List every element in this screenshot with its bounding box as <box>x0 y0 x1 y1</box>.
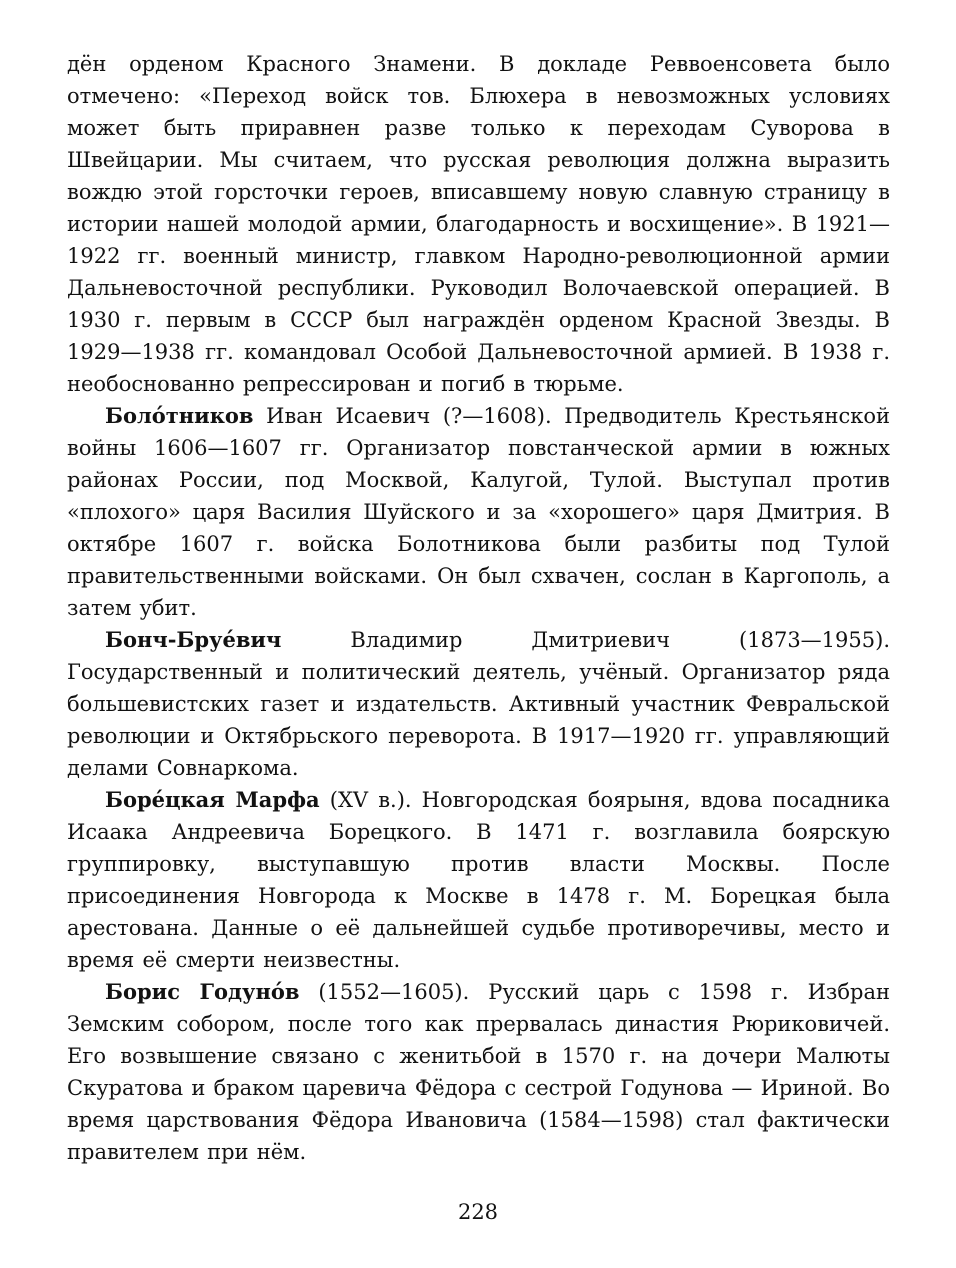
page-number: 228 <box>457 1200 499 1224</box>
entry-bonch-bruevich <box>67 624 890 784</box>
entry-text: (1552—1605). Русский царь с 1598 г. Избран Земским собором, после того как прервалась династия Рюриковичей. Его возвышение связано с женитьбой в 1570 г. на дочери Малюты Скуратова и браком царевича Фёдора с сестрой Годунова — Ириной. Во время царствования Фёдора Ивановича (1584—1598) стал фактически правителем при нём. <box>67 980 890 1164</box>
entry-text: дён орденом Красного Знамени. В докладе Реввоенсовета было отмечено: «Переход войск тов. Блюхера в невозможных условиях может быть приравнен разве только к переходам Суворова в Швейцарии. Мы считаем, что русская революция должна выразить вождю этой горсточки героев, вписавшему новую славную страницу в истории нашей молодой армии, благодарность и восхищение». В 1921—1922 гг. военный министр, главком Народно-революционной армии Дальневосточной республики. Руководил Волочаевской операцией. В 1930 г. первым в СССР был награждён орденом Красной Звезды. В 1929—1938 гг. командовал Особой Дальневосточной армией. В 1938 г. необоснованно репрессирован и погиб в тюрьме. <box>67 52 890 396</box>
entry-boris-godunov <box>67 976 890 1168</box>
entry-text: Иван Исаевич (?—1608). Предводитель Крестьянской войны 1606—1607 гг. Организатор повстанческой армии в южных районах России, под Москвой, Калугой, Тулой. Выступал против «плохого» царя Василия Шуйского и за «хорошего» царя Дмитрия. В октябре 1607 г. войска Болотникова были разбиты под Тулой правительственными войсками. Он был схвачен, сослан в Каргополь, а затем убит. <box>67 404 890 620</box>
entry-bolotnikov <box>67 400 890 624</box>
entry-headword: Боре́цкая Марфа <box>105 787 320 812</box>
text-block <box>67 48 890 1168</box>
entry-boretskaya <box>67 784 890 976</box>
entry-headword: Борис Годуно́в <box>105 979 300 1004</box>
entry-text: Владимир Дмитриевич (1873—1955). Государственный и политический деятель, учёный. Организатор ряда большевистских газет и издательств. Активный участник Февральской революции и Октябрьского переворота. В 1917—1920 гг. управляющий делами Совнаркома. <box>67 628 890 780</box>
entry-headword: Бонч-Бруе́вич <box>105 627 282 652</box>
entry-headword: Боло́тников <box>105 403 254 428</box>
entry-blyukher-continuation <box>67 48 890 400</box>
entry-text: (XV в.). Новгородская боярыня, вдова посадника Исаака Андреевича Борецкого. В 1471 г. возглавила боярскую группировку, выступавшую против власти Москвы. После присоединения Новгорода к Москве в 1478 г. М. Борецкая была арестована. Данные о её дальнейшей судьбе противоречивы, место и время её смерти неизвестны. <box>67 788 890 972</box>
